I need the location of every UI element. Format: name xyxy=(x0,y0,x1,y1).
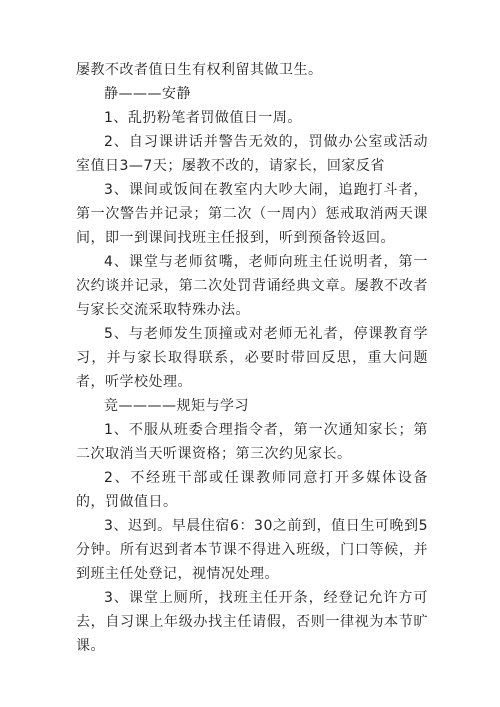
document-body xyxy=(76,58,428,658)
rule-compete-2: 2、不经班干部或任课教师同意打开多媒体设备的，罚做值日。 xyxy=(76,470,428,510)
rule-quiet-5: 5、与老师发生顶撞或对老师无礼者，停课教育学习，并与家长取得联系，必要时带回反思，重大问题者，听学校处理。 xyxy=(76,326,428,390)
paragraph-continuation: 屡教不改者值日生有权利留其做卫生。 xyxy=(76,62,323,78)
section-heading-quiet: 静———安静 xyxy=(104,86,191,102)
rule-compete-1: 1、不服从班委合理指令者，第一次通知家长；第二次取消当天听课资格；第三次约见家长。 xyxy=(76,422,428,462)
rule-compete-3-late: 3、迟到。早晨住宿6：30之前到，值日生可晚到5分钟。所有迟到者本节课不得进入班级，门口等候，并到班主任处登记，视情况处理。 xyxy=(76,518,428,582)
rule-quiet-3: 3、课间或饭间在教室内大吵大闹，追跑打斗者，第一次警告并记录；第二次（一周内）惩戒取消两天课间，即一到课间找班主任报到，听到预备铃返回。 xyxy=(76,182,428,246)
rule-quiet-2: 2、自习课讲话并警告无效的，罚做办公室或活动室值日3—7天；屡教不改的，请家长，回家反省 xyxy=(76,134,428,174)
rule-quiet-1: 1、乱扔粉笔者罚做值日一周。 xyxy=(104,110,302,126)
rule-compete-3-restroom: 3、课堂上厕所，找班主任开条，经登记允许方可去，自习课上年级办找主任请假，否则一律视为本节旷课。 xyxy=(76,590,428,654)
rule-quiet-4: 4、课堂与老师贫嘴，老师向班主任说明者，第一次约谈并记录，第二次处罚背诵经典文章。屡教不改者与家长交流采取特殊办法。 xyxy=(76,254,428,318)
section-heading-compete: 竞————规矩与学习 xyxy=(104,398,249,414)
